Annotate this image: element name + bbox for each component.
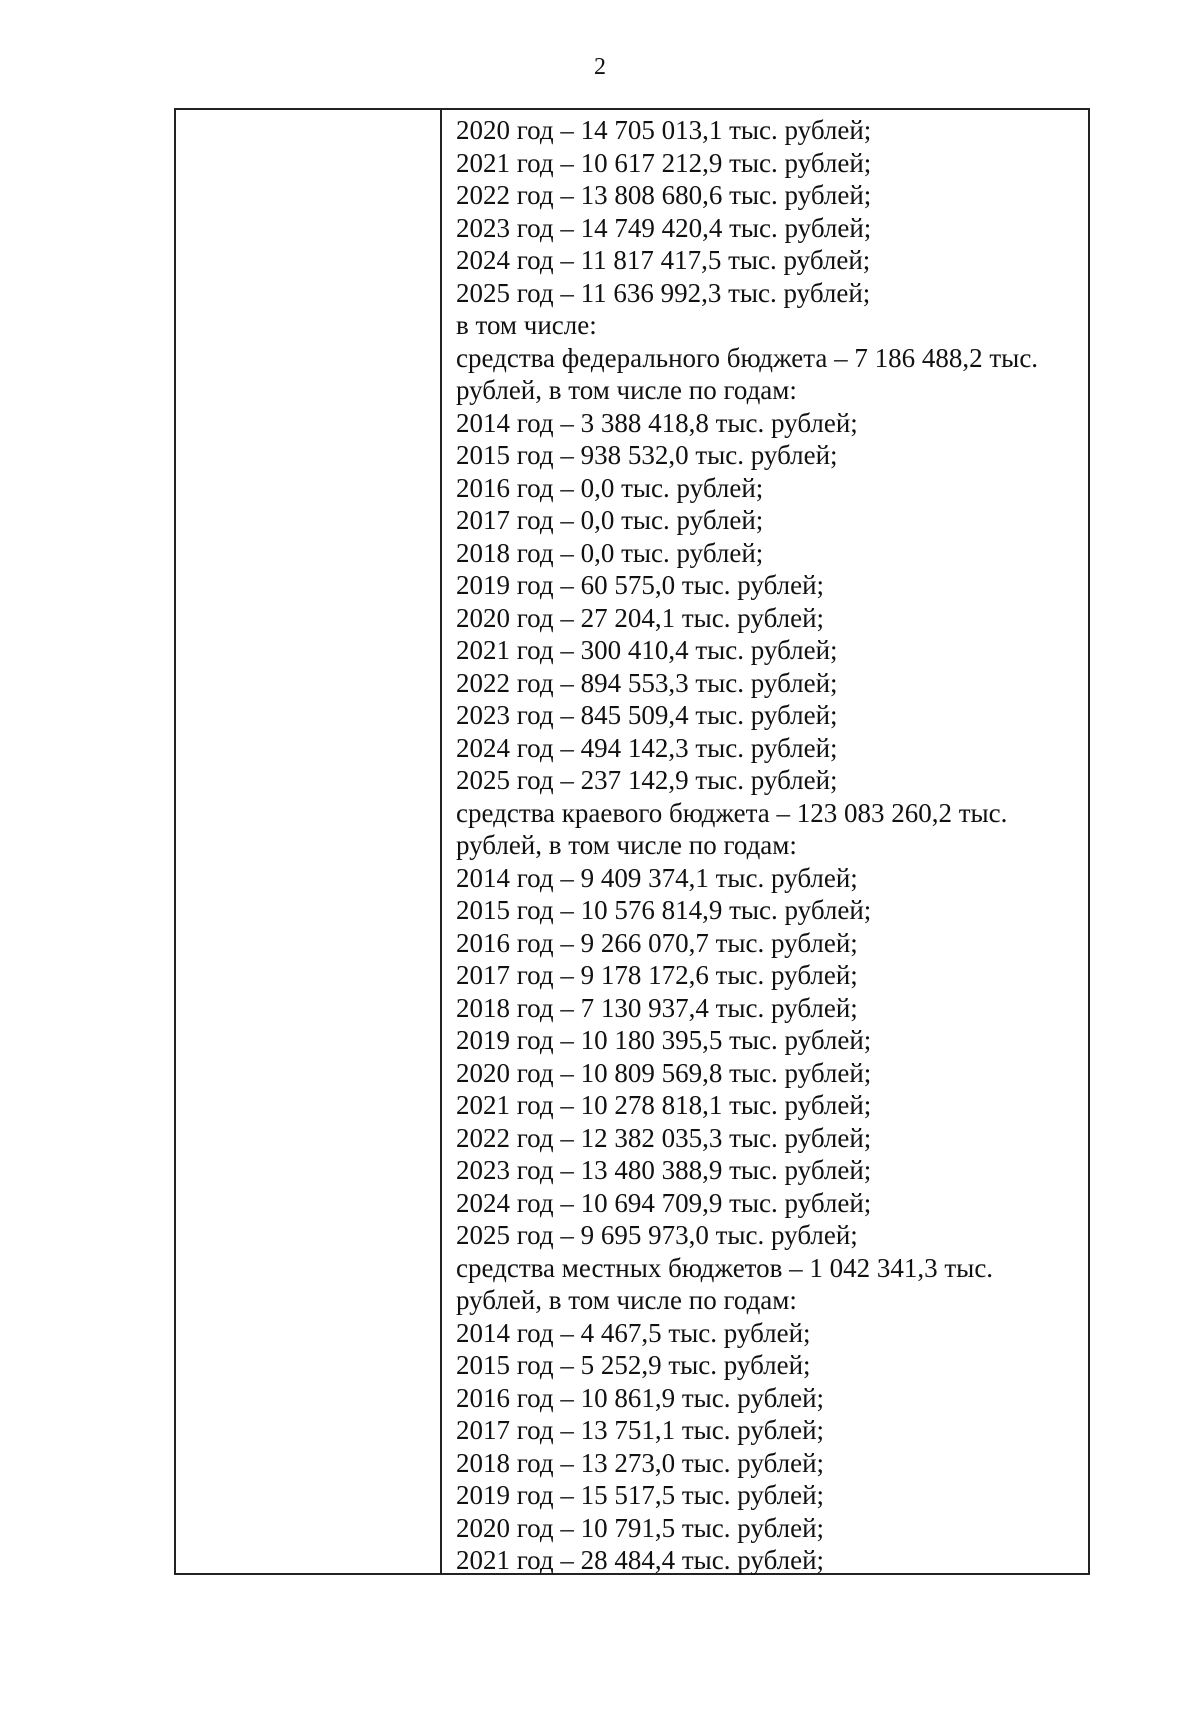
- text-line: 2018 год – 7 130 937,4 тыс. рублей;: [456, 992, 858, 1023]
- text-line: 2022 год – 12 382 035,3 тыс. рублей;: [456, 1122, 872, 1153]
- text-line: 2023 год – 14 749 420,4 тыс. рублей;: [456, 212, 872, 243]
- page-number: 2: [594, 54, 606, 80]
- text-line: 2021 год – 28 484,4 тыс. рублей;: [456, 1545, 825, 1575]
- text-line: 2018 год – 0,0 тыс. рублей;: [456, 537, 764, 568]
- text-line: 2022 год – 894 553,3 тыс. рублей;: [456, 667, 838, 698]
- text-line: 2014 год – 4 467,5 тыс. рублей;: [456, 1317, 811, 1348]
- text-line: 2024 год – 494 142,3 тыс. рублей;: [456, 732, 838, 763]
- text-line: 2019 год – 10 180 395,5 тыс. рублей;: [456, 1025, 872, 1055]
- text-line: 2020 год – 10 809 569,8 тыс. рублей;: [456, 1057, 872, 1088]
- text-line: 2023 год – 13 480 388,9 тыс. рублей;: [456, 1155, 872, 1185]
- text-line: 2022 год – 13 808 680,6 тыс. рублей;: [456, 180, 872, 210]
- text-line: 2019 год – 15 517,5 тыс. рублей;: [456, 1480, 825, 1510]
- text-line: 2017 год – 0,0 тыс. рублей;: [456, 505, 764, 535]
- text-line: 2017 год – 9 178 172,6 тыс. рублей;: [456, 960, 858, 990]
- text-line: 2015 год – 5 252,9 тыс. рублей;: [456, 1350, 811, 1380]
- text-line: 2021 год – 10 617 212,9 тыс. рублей;: [456, 147, 872, 178]
- text-line: 2025 год – 237 142,9 тыс. рублей;: [456, 765, 838, 795]
- text-line: 2025 год – 11 636 992,3 тыс. рублей;: [456, 277, 871, 308]
- text-line: 2020 год – 27 204,1 тыс. рублей;: [456, 602, 825, 633]
- text-line: 2016 год – 0,0 тыс. рублей;: [456, 472, 764, 503]
- text-line: 2021 год – 10 278 818,1 тыс. рублей;: [456, 1090, 872, 1120]
- text-line: 2017 год – 13 751,1 тыс. рублей;: [456, 1415, 825, 1445]
- text-line: 2023 год – 845 509,4 тыс. рублей;: [456, 700, 838, 730]
- text-line: 2020 год – 10 791,5 тыс. рублей;: [456, 1512, 825, 1543]
- text-line: 2024 год – 11 817 417,5 тыс. рублей;: [456, 245, 871, 275]
- text-line: 2021 год – 300 410,4 тыс. рублей;: [456, 635, 838, 665]
- text-line: 2020 год – 14 705 013,1 тыс. рублей;: [456, 115, 872, 145]
- text-line: 2018 год – 13 273,0 тыс. рублей;: [456, 1447, 825, 1478]
- text-line: 2015 год – 938 532,0 тыс. рублей;: [456, 440, 838, 470]
- text-line: 2015 год – 10 576 814,9 тыс. рублей;: [456, 895, 872, 925]
- text-line: в том числе:: [456, 310, 597, 340]
- text-line: 2019 год – 60 575,0 тыс. рублей;: [456, 570, 825, 600]
- text-line: 2024 год – 10 694 709,9 тыс. рублей;: [456, 1187, 872, 1218]
- table-left-cell: [176, 110, 442, 1573]
- text-line: средства краевого бюджета – 123 083 260,2 тыс.: [456, 797, 1008, 828]
- text-line: 2014 год – 9 409 374,1 тыс. рублей;: [456, 862, 858, 893]
- text-line: 2025 год – 9 695 973,0 тыс. рублей;: [456, 1220, 858, 1250]
- text-line: 2016 год – 10 861,9 тыс. рублей;: [456, 1382, 825, 1413]
- text-line: средства федерального бюджета – 7 186 488,2 тыс.: [456, 342, 1039, 373]
- text-line: 2014 год – 3 388 418,8 тыс. рублей;: [456, 407, 858, 438]
- text-line: средства местных бюджетов – 1 042 341,3 тыс.: [456, 1252, 994, 1283]
- table-right-cell: [442, 110, 1088, 1573]
- text-line: рублей, в том числе по годам:: [456, 375, 797, 405]
- text-line: 2016 год – 9 266 070,7 тыс. рублей;: [456, 927, 858, 958]
- funding-table: [174, 108, 1090, 1575]
- text-line: рублей, в том числе по годам:: [456, 1285, 797, 1315]
- text-line: рублей, в том числе по годам:: [456, 830, 797, 860]
